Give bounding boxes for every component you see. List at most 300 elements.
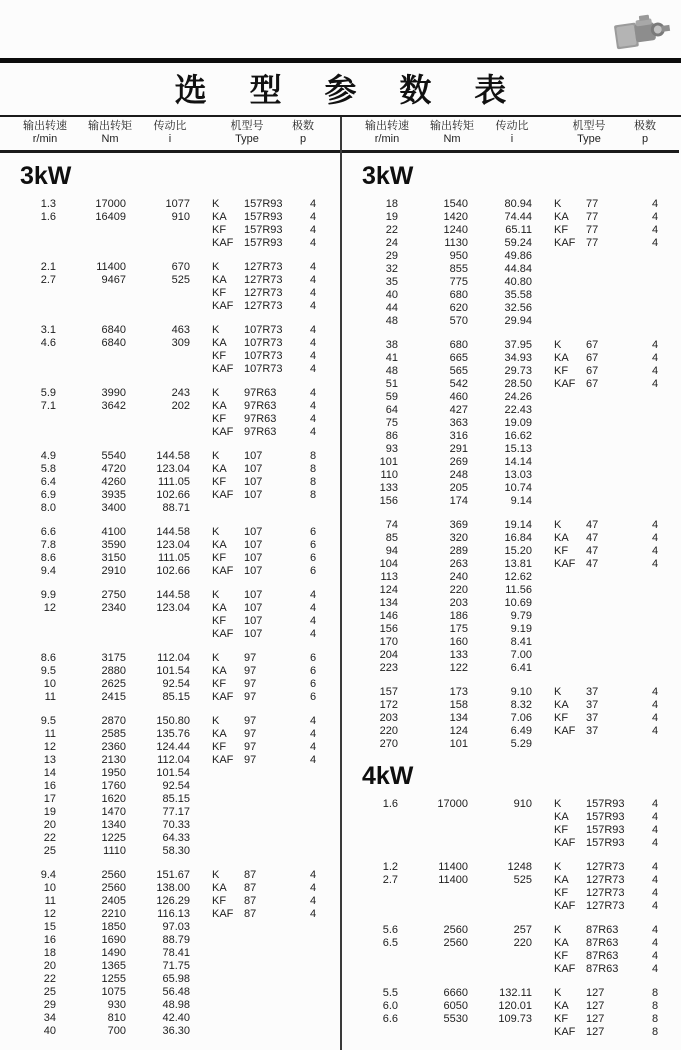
cell-output-speed: 1.6: [40, 211, 56, 223]
cell-poles: 4: [309, 728, 317, 740]
cell-ratio: 9.19: [510, 623, 532, 635]
cell-ratio: 85.15: [162, 691, 190, 703]
cell-output-speed: 203: [379, 712, 398, 724]
cell-output-torque: 1490: [101, 947, 126, 959]
cell-type-prefix: K: [554, 924, 562, 936]
speed-unit: r/min: [374, 133, 400, 145]
table-row: [342, 636, 679, 649]
table-row: [0, 526, 340, 539]
cell-type-model: 107: [244, 589, 263, 601]
cell-output-torque: 248: [449, 469, 468, 481]
table-row: [0, 615, 340, 628]
cell-poles: 6: [309, 539, 317, 551]
cell-ratio: [468, 811, 532, 824]
row-group: [0, 652, 340, 704]
table-row: [0, 300, 340, 313]
cell-output-speed: [342, 824, 398, 837]
cell-output-speed: 172: [379, 699, 398, 711]
cell-output-speed: [0, 628, 56, 641]
cell-poles: [298, 1012, 328, 1025]
cell-output-speed: 270: [379, 738, 398, 750]
cell-type-prefix: [212, 1012, 244, 1025]
cell-output-speed: 59: [385, 391, 398, 403]
cell-output-torque: [56, 350, 126, 363]
cell-type-model: [586, 597, 640, 610]
cell-type-model: [586, 417, 640, 430]
cell-type-prefix: [554, 571, 586, 584]
cell-output-speed: 5.9: [40, 387, 56, 399]
cell-poles: 6: [309, 678, 317, 690]
table-row: [342, 352, 679, 365]
cell-poles: 4: [651, 937, 659, 949]
cell-type-prefix: [212, 845, 244, 858]
cell-type-model: 157R93: [244, 237, 283, 249]
cell-ratio: 910: [513, 798, 532, 810]
cell-output-speed: 32: [385, 263, 398, 275]
cell-poles: [298, 832, 328, 845]
cell-output-torque: 1420: [443, 211, 468, 223]
cell-poles: 4: [309, 274, 317, 286]
cell-type-prefix: KA: [554, 532, 569, 544]
cell-ratio: 70.33: [162, 819, 190, 831]
cell-type-model: 67: [586, 339, 599, 351]
cell-output-speed: 110: [380, 469, 398, 481]
cell-type-prefix: KF: [554, 224, 569, 236]
table-row: [342, 1000, 679, 1013]
cell-ratio: [126, 287, 190, 300]
right-table-column: [340, 117, 679, 1050]
cell-output-speed: 24: [385, 237, 398, 249]
type-unit: Type: [577, 133, 601, 145]
cell-type-prefix: K: [212, 198, 220, 210]
cell-type-model: [586, 469, 640, 482]
cell-poles: [298, 973, 328, 986]
cell-output-speed: 20: [43, 819, 56, 831]
cell-output-torque: [398, 1026, 468, 1039]
cell-type-model: 47: [586, 558, 599, 570]
cell-output-torque: 158: [449, 699, 468, 711]
type-label: 机型号: [230, 120, 264, 132]
cell-type-prefix: KF: [212, 895, 227, 907]
table-row: [342, 378, 679, 391]
row-group: [342, 861, 679, 913]
cell-output-torque: 570: [449, 315, 468, 327]
cell-poles: 4: [309, 211, 317, 223]
table-row: [0, 921, 340, 934]
cell-ratio: 220: [513, 937, 532, 949]
table-row: [0, 832, 340, 845]
cell-poles: 4: [309, 387, 317, 399]
cell-output-torque: [56, 237, 126, 250]
cell-poles: [298, 806, 328, 819]
cell-type-prefix: KA: [212, 728, 227, 740]
cell-type-model: [244, 819, 298, 832]
cell-poles: 4: [309, 363, 317, 375]
cell-output-torque: 2340: [101, 602, 126, 614]
cell-poles: 4: [651, 237, 659, 249]
cell-type-prefix: KF: [212, 615, 227, 627]
cell-output-torque: 427: [449, 404, 468, 416]
row-group: [0, 589, 340, 641]
cell-output-speed: [0, 413, 56, 426]
table-row: [0, 780, 340, 793]
cell-output-torque: 6840: [101, 337, 126, 349]
cell-output-speed: 40: [43, 1025, 56, 1037]
table-row: [342, 874, 679, 887]
cell-ratio: [468, 900, 532, 913]
torque-unit: Nm: [101, 133, 119, 145]
table-row: [0, 754, 340, 767]
cell-ratio: 35.58: [504, 289, 532, 301]
cell-poles: 4: [309, 198, 317, 210]
cell-output-speed: 19: [43, 806, 56, 818]
cell-ratio: 56.48: [162, 986, 190, 998]
cell-output-speed: [342, 837, 398, 850]
cell-output-speed: 6.4: [40, 476, 56, 488]
cell-type-model: 87R63: [586, 963, 619, 975]
cell-type-model: 97: [244, 678, 257, 690]
cell-type-model: 97: [244, 691, 257, 703]
cell-output-torque: 665: [449, 352, 468, 364]
cell-poles: 8: [309, 489, 317, 501]
table-row: [342, 211, 679, 224]
table-row: [0, 728, 340, 741]
cell-output-torque: 1130: [444, 237, 468, 249]
cell-type-prefix: [554, 649, 586, 662]
cell-type-prefix: [554, 315, 586, 328]
cell-type-prefix: KAF: [554, 963, 576, 975]
cell-ratio: 24.26: [504, 391, 532, 403]
table-row: [0, 565, 340, 578]
cell-output-speed: [0, 300, 56, 313]
cell-output-speed: 16: [43, 780, 56, 792]
cell-poles: 6: [309, 665, 317, 677]
cell-type-prefix: KA: [554, 1000, 569, 1012]
table-row: [0, 489, 340, 502]
speed-label: 输出转速: [365, 120, 409, 132]
cell-type-model: 107: [244, 628, 263, 640]
cell-ratio: 150.80: [156, 715, 190, 727]
cell-output-torque: [398, 963, 468, 976]
cell-ratio: 19.09: [504, 417, 532, 429]
cell-poles: 4: [651, 378, 659, 390]
cell-output-torque: 620: [449, 302, 468, 314]
torque-label: 输出转矩: [88, 120, 132, 132]
cell-poles: 4: [309, 882, 317, 894]
table-row: [0, 947, 340, 960]
cell-type-prefix: KF: [212, 413, 227, 425]
cell-poles: [298, 986, 328, 999]
table-row: [342, 712, 679, 725]
table-row: [342, 811, 679, 824]
table-row: [0, 908, 340, 921]
cell-output-torque: 289: [449, 545, 468, 557]
cell-ratio: 101.54: [156, 665, 190, 677]
cell-type-model: [244, 986, 298, 999]
cell-type-model: [586, 495, 640, 508]
cell-output-speed: 29: [385, 250, 398, 262]
cell-ratio: 123.04: [156, 463, 190, 475]
cell-output-speed: [0, 426, 56, 439]
cell-poles: 4: [309, 224, 317, 236]
cell-type-prefix: KA: [554, 211, 569, 223]
cell-output-torque: 4100: [101, 526, 126, 538]
cell-poles: [298, 819, 328, 832]
cell-type-prefix: KAF: [212, 691, 234, 703]
cell-output-torque: 1470: [101, 806, 126, 818]
cell-ratio: [126, 426, 190, 439]
cell-output-torque: 2585: [101, 728, 126, 740]
cell-poles: 6: [309, 526, 317, 538]
cell-type-model: 37: [586, 699, 599, 711]
table-row: [342, 571, 679, 584]
cell-output-speed: 14: [43, 767, 56, 779]
cell-type-model: 157R93: [586, 811, 625, 823]
cell-poles: 4: [651, 532, 659, 544]
table-row: [0, 426, 340, 439]
cell-output-torque: 460: [449, 391, 468, 403]
cell-output-speed: [342, 887, 398, 900]
cell-output-torque: 5540: [101, 450, 126, 462]
cell-output-torque: 363: [449, 417, 468, 429]
table-row: [342, 302, 679, 315]
cell-type-model: 67: [586, 378, 599, 390]
table-row: [0, 691, 340, 704]
ratio-label: 传动比: [153, 120, 187, 132]
cell-type-prefix: [212, 934, 244, 947]
cell-output-speed: 104: [379, 558, 398, 570]
cell-ratio: [126, 300, 190, 313]
cell-type-model: [244, 934, 298, 947]
cell-output-speed: [342, 1026, 398, 1039]
cell-output-speed: 48: [385, 365, 398, 377]
cell-output-torque: 263: [449, 558, 468, 570]
cell-poles: 8: [309, 476, 317, 488]
table-row: [0, 450, 340, 463]
cell-output-speed: 75: [385, 417, 398, 429]
cell-type-prefix: K: [554, 987, 562, 999]
cell-output-speed: 38: [385, 339, 398, 351]
cell-output-speed: 204: [379, 649, 398, 661]
cell-output-speed: 12: [43, 741, 56, 753]
cell-type-model: 47: [586, 545, 599, 557]
cell-output-torque: 9467: [101, 274, 126, 286]
cell-type-model: 97R63: [244, 426, 277, 438]
cell-output-speed: 2.7: [40, 274, 56, 286]
table-row: [342, 950, 679, 963]
cell-output-torque: 950: [449, 250, 468, 262]
cell-output-speed: 74: [385, 519, 398, 531]
cell-type-model: 77: [586, 237, 599, 249]
cell-poles: 8: [651, 987, 659, 999]
cell-output-speed: 18: [43, 947, 56, 959]
cell-output-speed: [342, 963, 398, 976]
cell-type-model: 127R73: [586, 887, 625, 899]
cell-type-model: [586, 404, 640, 417]
cell-poles: 4: [651, 699, 659, 711]
cell-type-model: [586, 571, 640, 584]
cell-type-model: [586, 584, 640, 597]
cell-type-model: 97: [244, 754, 257, 766]
cell-output-speed: 124: [379, 584, 398, 596]
cell-type-prefix: [554, 417, 586, 430]
table-row: [342, 417, 679, 430]
row-group: [0, 526, 340, 578]
selection-table: [0, 115, 681, 1050]
cell-poles: 4: [651, 887, 659, 899]
cell-type-model: 157R93: [586, 798, 625, 810]
table-row: [342, 391, 679, 404]
cell-ratio: 123.04: [156, 539, 190, 551]
cell-poles: 4: [651, 900, 659, 912]
cell-output-speed: 6.0: [382, 1000, 398, 1012]
cell-output-torque: 680: [449, 339, 468, 351]
cell-type-prefix: [554, 610, 586, 623]
cell-ratio: 48.98: [162, 999, 190, 1011]
cell-output-speed: 17: [43, 793, 56, 805]
cell-type-model: [244, 1025, 298, 1038]
cell-ratio: 9.79: [510, 610, 532, 622]
cell-type-prefix: K: [554, 798, 562, 810]
cell-output-torque: 1760: [101, 780, 126, 792]
cell-poles: 4: [651, 558, 659, 570]
cell-type-model: [244, 845, 298, 858]
cell-type-model: 127R73: [586, 861, 625, 873]
cell-type-prefix: K: [212, 450, 220, 462]
cell-output-speed: [0, 224, 56, 237]
cell-output-speed: 133: [379, 482, 398, 494]
cell-type-prefix: K: [212, 324, 220, 336]
cell-type-prefix: KAF: [212, 565, 234, 577]
cell-output-torque: 160: [449, 636, 468, 648]
table-row: [0, 767, 340, 780]
cell-output-speed: [0, 287, 56, 300]
cell-type-model: 87R63: [586, 937, 619, 949]
cell-type-model: [586, 662, 640, 675]
cell-output-torque: [398, 811, 468, 824]
cell-type-prefix: [554, 738, 586, 751]
cell-output-speed: 48: [385, 315, 398, 327]
cell-output-speed: 113: [380, 571, 398, 583]
cell-type-model: [586, 482, 640, 495]
table-row: [342, 610, 679, 623]
table-row: [0, 895, 340, 908]
table-row: [0, 741, 340, 754]
cell-poles: 4: [309, 869, 317, 881]
cell-output-torque: 6050: [443, 1000, 468, 1012]
col-header-ratio: [478, 120, 546, 146]
cell-ratio: 132.11: [499, 987, 532, 999]
cell-poles: 8: [309, 450, 317, 462]
cell-ratio: 85.15: [162, 793, 190, 805]
cell-poles: [298, 934, 328, 947]
cell-output-torque: [56, 628, 126, 641]
cell-poles: [640, 738, 670, 751]
cell-ratio: 1077: [165, 198, 190, 210]
cell-type-prefix: KAF: [554, 837, 576, 849]
cell-type-model: 87: [244, 882, 257, 894]
cell-output-speed: 5.5: [382, 987, 398, 999]
cell-type-model: 127R73: [586, 874, 625, 886]
cell-output-torque: 1240: [443, 224, 468, 236]
cell-output-torque: 122: [449, 662, 468, 674]
page-title: 选 型 参 数 表: [174, 72, 524, 108]
cell-type-model: [586, 250, 640, 263]
table-row: [0, 552, 340, 565]
torque-unit: Nm: [443, 133, 461, 145]
cell-output-torque: 1225: [101, 832, 126, 844]
cell-poles: [640, 597, 670, 610]
cell-poles: 4: [309, 754, 317, 766]
cell-ratio: 65.98: [162, 973, 190, 985]
cell-type-prefix: KAF: [212, 426, 234, 438]
cell-poles: 4: [651, 811, 659, 823]
cell-ratio: [126, 237, 190, 250]
cell-type-model: 37: [586, 686, 599, 698]
cell-type-prefix: [212, 973, 244, 986]
cell-output-torque: 3990: [101, 387, 126, 399]
cell-type-prefix: [554, 430, 586, 443]
cell-output-speed: [342, 811, 398, 824]
cell-type-model: [586, 302, 640, 315]
section-heading: 3kW: [362, 162, 414, 190]
cell-poles: 4: [651, 352, 659, 364]
left-column-body: [0, 153, 340, 1038]
table-row: [342, 404, 679, 417]
cell-output-speed: 6.6: [382, 1013, 398, 1025]
cell-type-prefix: KA: [212, 463, 227, 475]
cell-poles: 4: [309, 261, 317, 273]
cell-ratio: 124.44: [156, 741, 190, 753]
cell-ratio: [468, 837, 532, 850]
cell-type-prefix: KF: [554, 887, 569, 899]
cell-poles: 4: [309, 602, 317, 614]
cell-ratio: 12.62: [504, 571, 532, 583]
cell-output-speed: [342, 950, 398, 963]
cell-output-torque: [56, 224, 126, 237]
cell-type-model: 97: [244, 665, 257, 677]
cell-ratio: [126, 224, 190, 237]
cell-type-prefix: KAF: [212, 237, 234, 249]
cell-type-model: 157R93: [586, 824, 625, 836]
cell-output-torque: 2560: [443, 937, 468, 949]
cell-ratio: 77.17: [162, 806, 190, 818]
cell-type-model: [586, 276, 640, 289]
cell-type-prefix: [554, 276, 586, 289]
cell-poles: [640, 636, 670, 649]
cell-ratio: 144.58: [156, 450, 190, 462]
cell-output-torque: 2560: [101, 869, 126, 881]
left-table-column: [0, 117, 340, 1050]
table-row: [0, 793, 340, 806]
cell-type-model: 127R73: [244, 261, 283, 273]
cell-poles: [640, 584, 670, 597]
cell-output-torque: 291: [449, 443, 468, 455]
row-group: [0, 261, 340, 313]
table-row: [342, 699, 679, 712]
cell-ratio: 120.01: [498, 1000, 532, 1012]
cell-ratio: 65.11: [505, 224, 532, 236]
table-row: [342, 649, 679, 662]
table-row: [0, 400, 340, 413]
cell-type-model: 157R93: [244, 224, 283, 236]
cell-poles: 4: [651, 545, 659, 557]
table-row: [0, 287, 340, 300]
cell-ratio: 19.14: [504, 519, 532, 531]
cell-ratio: 40.80: [504, 276, 532, 288]
cell-type-model: 107: [244, 602, 263, 614]
cell-poles: 4: [309, 413, 317, 425]
